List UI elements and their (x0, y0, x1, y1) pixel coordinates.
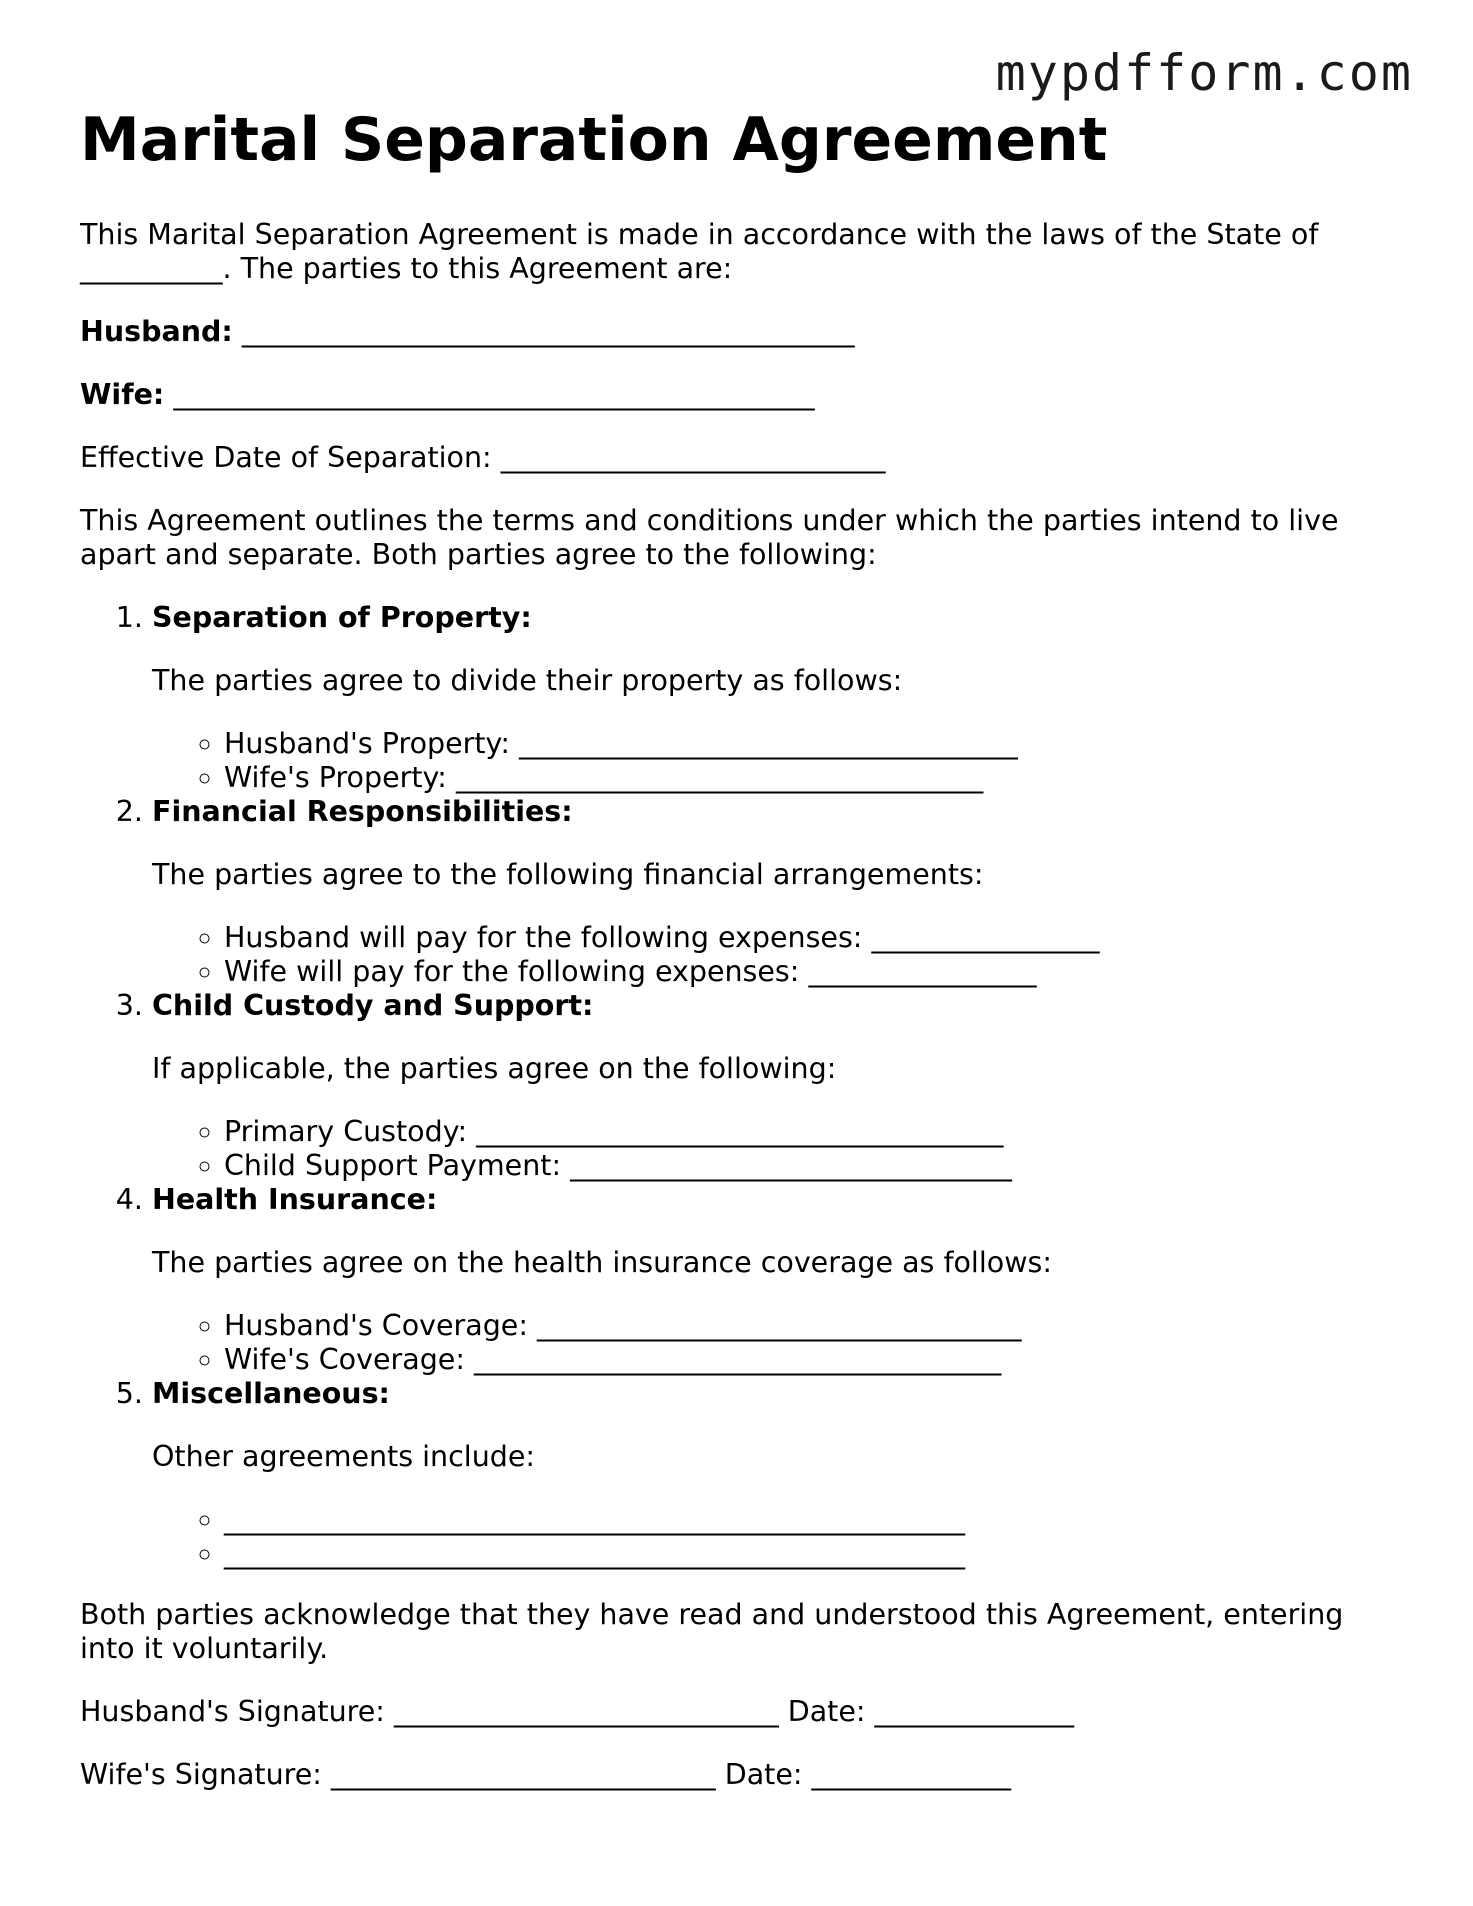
wife-name-field[interactable]: _____________________________________________ (173, 378, 815, 411)
section-items (152, 1115, 1400, 1183)
section-items (152, 727, 1400, 795)
section-intro: The parties agree to the following financial arrangements: (152, 858, 984, 891)
section-title: 4. Health Insurance: (152, 1183, 438, 1216)
husband-label: Husband: (80, 315, 233, 348)
list-item[interactable]: ◦ Husband's Property: ___________________________________ (224, 727, 1400, 761)
list-item[interactable]: ◦ Child Support Payment: _______________________________ (224, 1149, 1400, 1183)
wife-line (80, 378, 1400, 412)
section-items (152, 1503, 1400, 1571)
sections-list (80, 601, 1400, 1571)
section-items (152, 921, 1400, 989)
section-miscellaneous (152, 1377, 1400, 1571)
husband-signature-line[interactable]: Husband's Signature: ___________________________ Date: ______________ (80, 1695, 1075, 1728)
intro-paragraph: This Marital Separation Agreement is made in accordance with the laws of the State of __________. The parties to this Agreement are: (80, 218, 1319, 285)
section-intro: The parties agree to divide their property as follows: (152, 664, 903, 697)
outline-paragraph: This Agreement outlines the terms and conditions under which the parties intend to live apart and separate. Both parties agree to the following: (80, 504, 1339, 571)
list-item[interactable]: ◦ Wife's Property: _____________________________________ (224, 761, 1400, 795)
section-health-insurance (152, 1183, 1400, 1377)
document (80, 104, 1400, 1821)
section-separation-of-property (152, 601, 1400, 795)
document-title: Marital Separation Agreement (80, 105, 1108, 175)
list-item[interactable]: ◦ ____________________________________________________ (224, 1503, 1400, 1537)
husband-line (80, 315, 1400, 349)
section-title: 5. Miscellaneous: (152, 1377, 390, 1410)
section-title: 1. Separation of Property: (152, 601, 532, 634)
effective-date-line[interactable]: Effective Date of Separation: ___________________________ (80, 441, 886, 474)
wife-label: Wife: (80, 378, 165, 411)
list-item[interactable]: ◦ Wife will pay for the following expenses: ________________ (224, 955, 1400, 989)
section-title: 2. Financial Responsibilities: (152, 795, 573, 828)
section-intro: If applicable, the parties agree on the following: (152, 1052, 837, 1085)
wife-signature-line[interactable]: Wife's Signature: ___________________________ Date: ______________ (80, 1758, 1012, 1791)
section-financial-responsibilities (152, 795, 1400, 989)
watermark: mypdfform.com (995, 44, 1413, 102)
husband-name-field[interactable]: ___________________________________________ (241, 315, 855, 348)
acknowledgement-paragraph: Both parties acknowledge that they have read and understood this Agreement, entering into it voluntarily. (80, 1598, 1344, 1665)
section-intro: Other agreements include: (152, 1440, 535, 1473)
section-items (152, 1309, 1400, 1377)
section-intro: The parties agree on the health insurance coverage as follows: (152, 1246, 1052, 1279)
list-item[interactable]: ◦ Wife's Coverage: _____________________________________ (224, 1343, 1400, 1377)
list-item[interactable]: ◦ Husband will pay for the following expenses: ________________ (224, 921, 1400, 955)
list-item[interactable]: ◦ ____________________________________________________ (224, 1537, 1400, 1571)
section-child-custody-and-support (152, 989, 1400, 1183)
section-title: 3. Child Custody and Support: (152, 989, 594, 1022)
list-item[interactable]: ◦ Husband's Coverage: __________________________________ (224, 1309, 1400, 1343)
list-item[interactable]: ◦ Primary Custody: _____________________________________ (224, 1115, 1400, 1149)
